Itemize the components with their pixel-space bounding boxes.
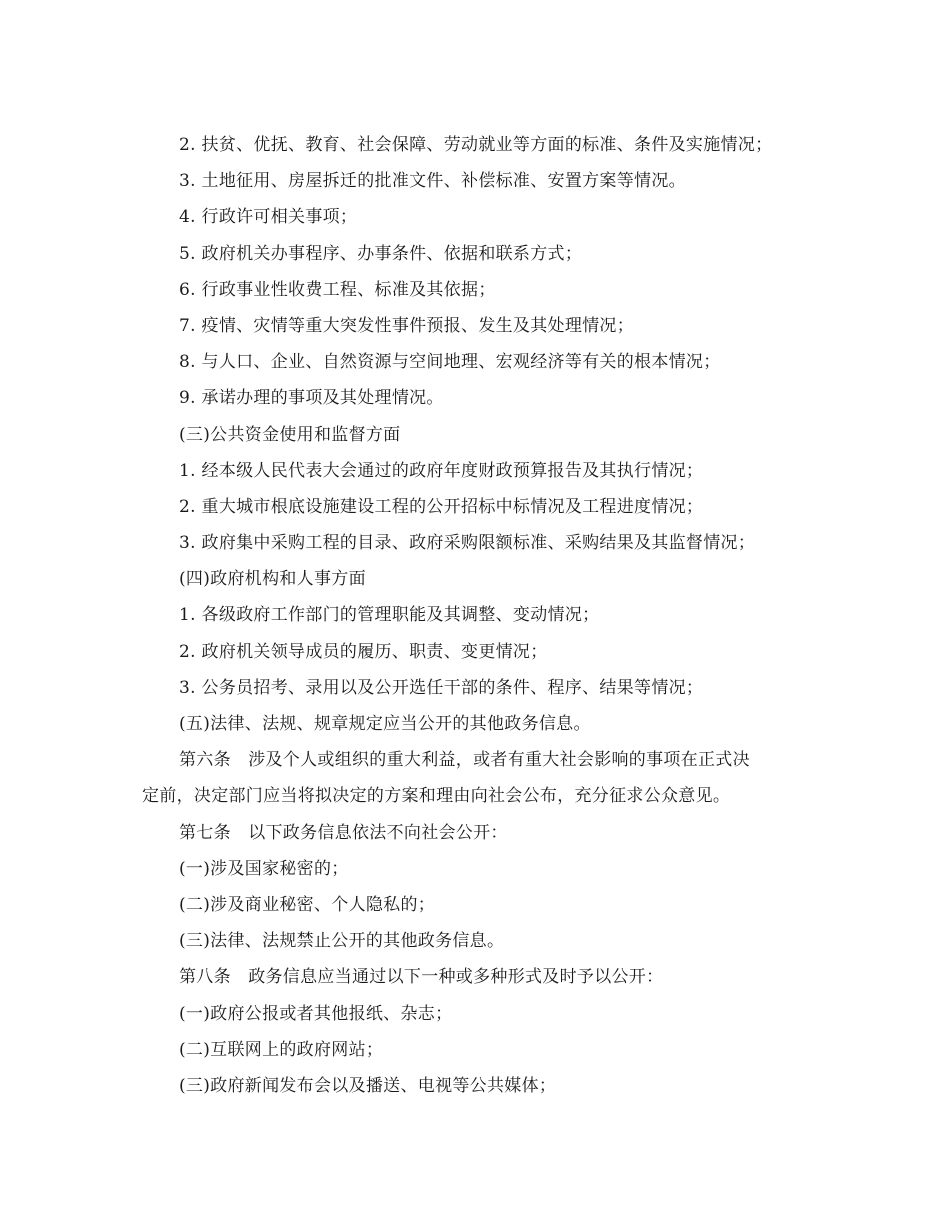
list-item: 3. 政府集中采购工程的目录、政府采购限额标准、采购结果及其监督情况； [179, 533, 756, 554]
section-heading: (五)法律、法规、规章规定应当公开的其他政务信息。 [179, 714, 591, 734]
list-item: 9. 承诺办理的事项及其处理情况。 [179, 388, 444, 409]
document-body [142, 127, 810, 1104]
list-item: 3. 公务员招考、录用以及公开选任干部的条件、程序、结果等情况； [179, 677, 704, 698]
list-item: 6. 行政事业性收费工程、标准及其依据； [179, 279, 496, 300]
list-item: 3. 土地征用、房屋拆迁的批准文件、补偿标准、安置方案等情况。 [179, 171, 686, 192]
list-item: (三)法律、法规禁止公开的其他政务信息。 [179, 931, 505, 952]
list-item: 5. 政府机关办事程序、办事条件、依据和联系方式； [179, 243, 583, 264]
list-item: (一)政府公报或者其他报纸、杂志； [179, 1003, 453, 1024]
section-heading: (四)政府机构和人事方面 [179, 569, 366, 590]
list-item: 4. 行政许可相关事项； [179, 207, 358, 228]
article-paragraph: 第八条 政务信息应当通过以下一种或多种形式及时予以公开： [179, 967, 664, 988]
list-item: 7. 疫情、灾情等重大突发性事件预报、发生及其处理情况； [179, 315, 635, 336]
list-item: 1. 经本级人民代表大会通过的政府年度财政预算报告及其执行情况； [179, 460, 704, 481]
list-item: (二)涉及商业秘密、个人隐私的； [179, 894, 436, 915]
article-paragraph-continuation: 定前，决定部门应当将拟决定的方案和理由向社会公布，充分征求公众意见。 [142, 786, 731, 807]
list-item: 8. 与人口、企业、自然资源与空间地理、宏观经济等有关的根本情况； [179, 352, 721, 373]
list-item: (一)涉及国家秘密的； [179, 858, 349, 879]
article-paragraph: 第六条 涉及个人或组织的重大利益，或者有重大社会影响的事项在正式决 [179, 750, 750, 771]
section-heading: (三)公共资金使用和监督方面 [179, 424, 401, 445]
list-item: 2. 重大城市根底设施建设工程的公开招标中标情况及工程进度情况； [179, 496, 704, 517]
list-item: (二)互联网上的政府网站； [179, 1039, 384, 1060]
list-item: (三)政府新闻发布会以及播送、电视等公共媒体； [179, 1075, 557, 1096]
article-paragraph: 第七条 以下政务信息依法不向社会公开： [179, 822, 508, 843]
list-item: 1. 各级政府工作部门的管理职能及其调整、变动情况； [179, 605, 600, 626]
list-item: 2. 扶贫、优抚、教育、社会保障、劳动就业等方面的标准、条件及实施情况； [179, 135, 773, 155]
list-item: 2. 政府机关领导成员的履历、职责、变更情况； [179, 641, 548, 662]
